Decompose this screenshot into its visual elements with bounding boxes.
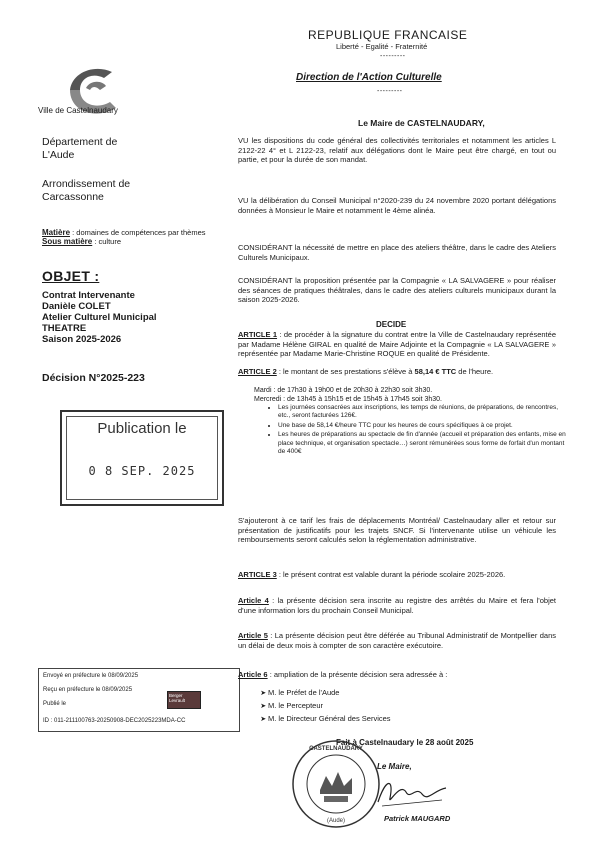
header-title: REPUBLIQUE FRANCAISE (308, 28, 468, 42)
prefecture-id: ID : 011-211100763-20250908-DEC2025223MDA-CC (43, 718, 186, 724)
article-text: : la présente décision sera inscrite au registre des arrêtés du Maire et fera l'objet d'une information lors du prochain Conseil Municipal. (238, 596, 556, 615)
schedule-block (254, 386, 556, 404)
publication-stamp (60, 410, 224, 506)
prefecture-received: Reçu en préfecture le 08/09/2025 (43, 687, 133, 693)
vu-paragraph: VU les dispositions du code général des collectivités territoriales et notamment les articles L 2122-22 4° et L 2122-23, relatif aux délégations dont le Maire peut être chargé, en tout ou partie, et pour la durée de son mandat. (238, 136, 556, 165)
objet-line: Saison 2025-2026 (42, 334, 122, 345)
travel-costs-paragraph: S'ajouteront à ce tarif les frais de déplacements Montréal/ Castelnaudary aller et retour sur présentation de justificatifs pour les trajets SNCF. Si l'intervenante utilise un véhicule les remboursements seront calculés selon la réglementation administrative. (238, 516, 556, 545)
considerant-paragraph: CONSIDÉRANT la proposition présentée par la Compagnie « LA SALVAGERE » pour réaliser des séances de pratiques théâtrales, dans le cadre des ateliers culturels municipaux durant la saison 2025-2026. (238, 276, 556, 305)
article-2 (238, 367, 556, 377)
article-text: : le présent contrat est valable durant la période scolaire 2025-2026. (276, 570, 506, 579)
direction-title: Direction de l'Action Culturelle (296, 72, 442, 83)
prefecture-badge: Berger Levrault (167, 691, 201, 709)
list-item: • Les heures de préparations au spectacle de fin d'année (accueil et préparation des enfants, mise en place technique, et organisation spectacle…) seront rémunérées sous forme de forfait d'un montant de 400€ (278, 431, 566, 456)
decide-heading: DECIDE (376, 320, 407, 329)
sous-matiere-value: : culture (92, 237, 122, 246)
article-text: : le montant de ses prestations s'élève à (276, 367, 415, 376)
recipients-list (254, 686, 391, 725)
svg-text:(Aude): (Aude) (326, 818, 346, 824)
schedule-mercredi: Mercredi : de 13h45 à 15h15 et de 15h45 à 17h45 soit 3h30. (254, 396, 442, 403)
sous-matiere-label: Sous matière (42, 237, 93, 246)
article-label: ARTICLE 2 (238, 367, 277, 376)
official-seal-icon (286, 738, 386, 830)
arrondissement-label: Arrondissement de Carcassonne (42, 178, 131, 203)
article-text: : de procéder à la signature du contrat entre la Ville de Castelnaudary représentée par Madame Hélène GIRAL en qualité de Maire Adjointe et la Compagnie « LA SALVAGERE » représentée par Madame Marie-Christine ROQUE en qualité de Présidente. (238, 330, 556, 359)
considerant-paragraph: CONSIDÉRANT la nécessité de mettre en place des ateliers théâtre, dans le cadre des Ateliers Culturels Municipaux. (238, 243, 556, 262)
stamp-date: 0 8 SEP. 2025 (88, 464, 196, 478)
signature-role: Le Maire, (377, 762, 412, 771)
stamp-title: Publication le (97, 420, 187, 437)
article-text: de l'heure. (456, 367, 494, 376)
signature-place-date: Fait à Castelnaudary le 28 août 2025 (336, 738, 474, 747)
list-item: • M. le Percepteur (268, 699, 391, 712)
maire-heading: Le Maire de CASTELNAUDARY, (358, 118, 485, 128)
article-text: : La présente décision peut être déférée au Tribunal Administratif de Montpellier dans un délai de deux mois à compter de son caractère exécutoire. (238, 631, 556, 650)
article-text: : ampliation de la présente décision sera adressée à : (267, 670, 448, 679)
logo-caption: Ville de Castelnaudary (38, 106, 118, 115)
prefecture-box (38, 668, 240, 732)
article-3 (238, 570, 556, 580)
article-label: Article 6 (238, 670, 268, 679)
signer-name: Patrick MAUGARD (384, 814, 451, 823)
prefecture-published: Publié le (43, 701, 67, 707)
header-divider: --------- (380, 53, 406, 60)
schedule-mardi: Mardi : de 17h30 à 19h00 et de 20h30 à 22h30 soit 3h30. (254, 387, 433, 394)
decision-number: Décision N°2025-223 (42, 372, 145, 384)
article-1 (238, 330, 556, 359)
article-label: Article 5 (238, 631, 268, 640)
article-label: ARTICLE 3 (238, 570, 277, 579)
svg-text:CASTELNAUDARY: CASTELNAUDARY (309, 746, 363, 752)
article-label: Article 4 (238, 596, 269, 605)
vu-paragraph: VU la délibération du Conseil Municipal n°2020-239 du 24 novembre 2020 portant délégations données à Monsieur le Maire et notamment le 4ème alinéa. (238, 196, 556, 215)
matiere-block (42, 228, 242, 246)
list-item: • Une base de 58,14 €/heure TTC pour les heures de cours spécifiques à ce projet. (278, 422, 566, 430)
article-label: ARTICLE 1 (238, 330, 278, 339)
objet-lines (42, 290, 157, 345)
rate-amount: 58,14 € TTC (414, 367, 457, 376)
prefecture-sent: Envoyé en préfecture le 08/09/2025 (43, 673, 139, 679)
article-4 (238, 596, 556, 615)
objet-line: Contrat Intervenante (42, 290, 135, 301)
list-item: • M. le Directeur Général des Services (268, 712, 391, 725)
objet-title: OBJET : (42, 268, 100, 284)
article-5 (238, 631, 556, 650)
objet-line: THEATRE (42, 323, 87, 334)
objet-line: Danièle COLET (42, 301, 111, 312)
handwritten-signature-icon (372, 772, 452, 812)
department-label: Département de L'Aude (42, 136, 118, 161)
matiere-value: : domaines de compétences par thèmes (70, 228, 206, 237)
header-motto: Liberté - Egalité - Fraternité (336, 42, 428, 51)
matiere-label: Matière (42, 228, 71, 237)
list-item: • Les journées consacrées aux inscriptions, les temps de réunions, de préparations, de rencontres, etc., seront facturées 126€. (278, 404, 566, 421)
header-divider: --------- (377, 88, 403, 95)
rate-bullet-list (268, 404, 566, 457)
article-6 (238, 670, 568, 680)
list-item: • M. le Préfet de l'Aude (268, 686, 391, 699)
objet-line: Atelier Culturel Municipal (42, 312, 157, 323)
